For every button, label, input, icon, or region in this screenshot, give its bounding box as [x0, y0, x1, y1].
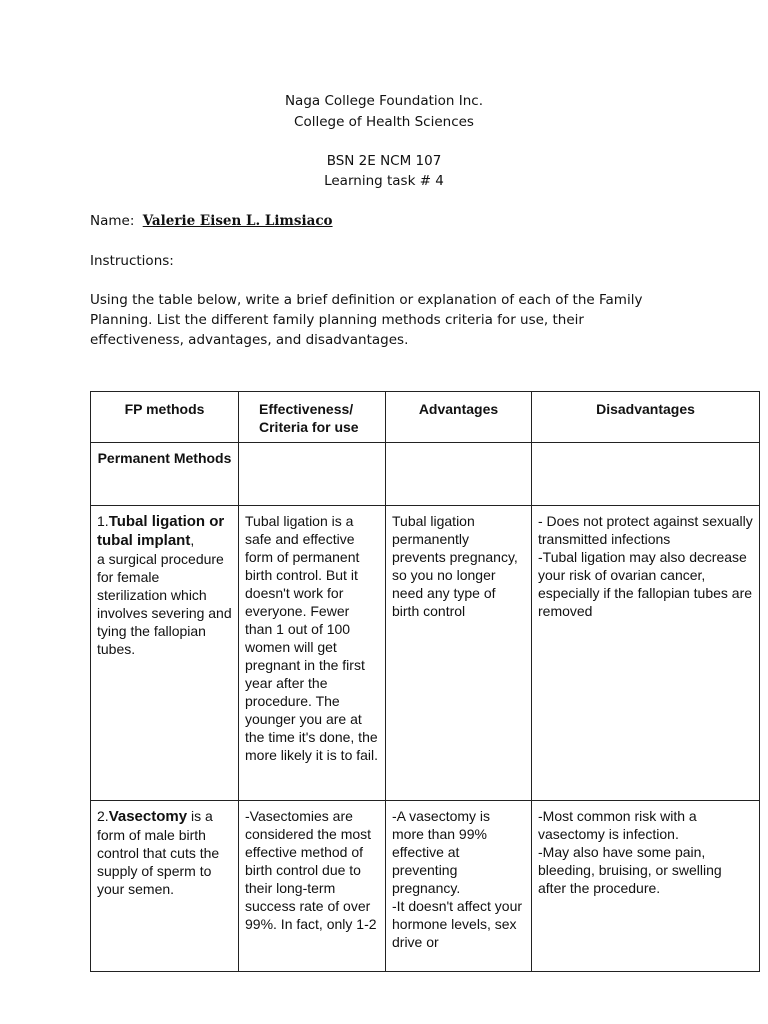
institution-name: Naga College Foundation Inc.	[284, 93, 484, 109]
method-cell	[91, 801, 239, 972]
method-term: Tubal ligation or tubal implant	[97, 513, 225, 549]
disadvantages-cell	[532, 506, 760, 801]
method-definition: a surgical procedure for female sterilization which involves severing and tying the fallopian tubes.	[97, 551, 232, 657]
table-row	[91, 801, 760, 972]
advantage-item: -A vasectomy is more than 99% effective at preventing pregnancy.	[392, 808, 491, 896]
effectiveness-cell: Tubal ligation is a safe and effective form of permanent birth control. But it doesn't work for everyone. Fewer than 1 out of 100 women will get pregnant in the first year after the procedure. The younger you are at the time it's done, the more likely it is to fail.	[239, 506, 386, 801]
empty-cell	[239, 443, 386, 506]
method-number: 2.	[97, 808, 109, 824]
name-line	[90, 211, 680, 231]
method-cell	[91, 506, 239, 801]
method-definition: form of male birth control that cuts the supply of sperm to your semen.	[97, 827, 220, 897]
header-advantages: Advantages	[386, 392, 532, 443]
family-planning-table	[90, 391, 760, 972]
disadvantage-item: -Tubal ligation may also decrease your risk of ovarian cancer, especially if the fallopian tubes are removed	[538, 549, 753, 619]
disadvantages-cell	[532, 801, 760, 972]
method-number: 1.	[97, 513, 109, 529]
name-label: Name:	[90, 213, 135, 229]
empty-cell	[532, 443, 760, 506]
method-term: Vasectomy	[108, 808, 188, 825]
instructions-label: Instructions:	[90, 253, 174, 269]
header-disadvantages: Disadvantages	[532, 392, 760, 443]
header-effectiveness: Effectiveness/ Criteria for use	[239, 392, 386, 443]
task-title: Learning task # 4	[324, 173, 444, 189]
disadvantage-item: -Most common risk with a vasectomy is infection.	[538, 808, 697, 842]
instructions-text: Using the table below, write a brief definition or explanation of each of the Family Planning. List the different family planning methods criteria for use, their effectiveness, advantages, and disadvantages.	[90, 292, 643, 348]
header-fp-methods: FP methods	[91, 392, 239, 443]
disadvantage-item: - Does not protect against sexually transmitted infections	[538, 513, 753, 547]
advantages-cell	[386, 801, 532, 972]
method-term-suffix: is a	[187, 808, 213, 824]
advantage-item: -It doesn't affect your hormone levels, sex drive or	[392, 898, 523, 950]
course-code: BSN 2E NCM 107	[326, 153, 442, 169]
table-header-row	[91, 392, 760, 443]
student-name: Valerie Eisen L. Limsiaco	[142, 213, 333, 229]
category-row	[91, 443, 760, 506]
method-term-suffix: ,	[190, 532, 195, 548]
table-row	[91, 506, 760, 801]
college-name: College of Health Sciences	[294, 114, 474, 130]
disadvantage-item: -May also have some pain, bleeding, bruising, or swelling after the procedure.	[538, 844, 722, 896]
advantages-cell: Tubal ligation permanently prevents pregnancy, so you no longer need any type of birth control	[386, 506, 532, 801]
empty-cell	[386, 443, 532, 506]
category-label: Permanent Methods	[91, 443, 239, 506]
effectiveness-cell: -Vasectomies are considered the most effective method of birth control due to their long-term success rate of over 99%. In fact, only 1-2	[239, 801, 386, 972]
